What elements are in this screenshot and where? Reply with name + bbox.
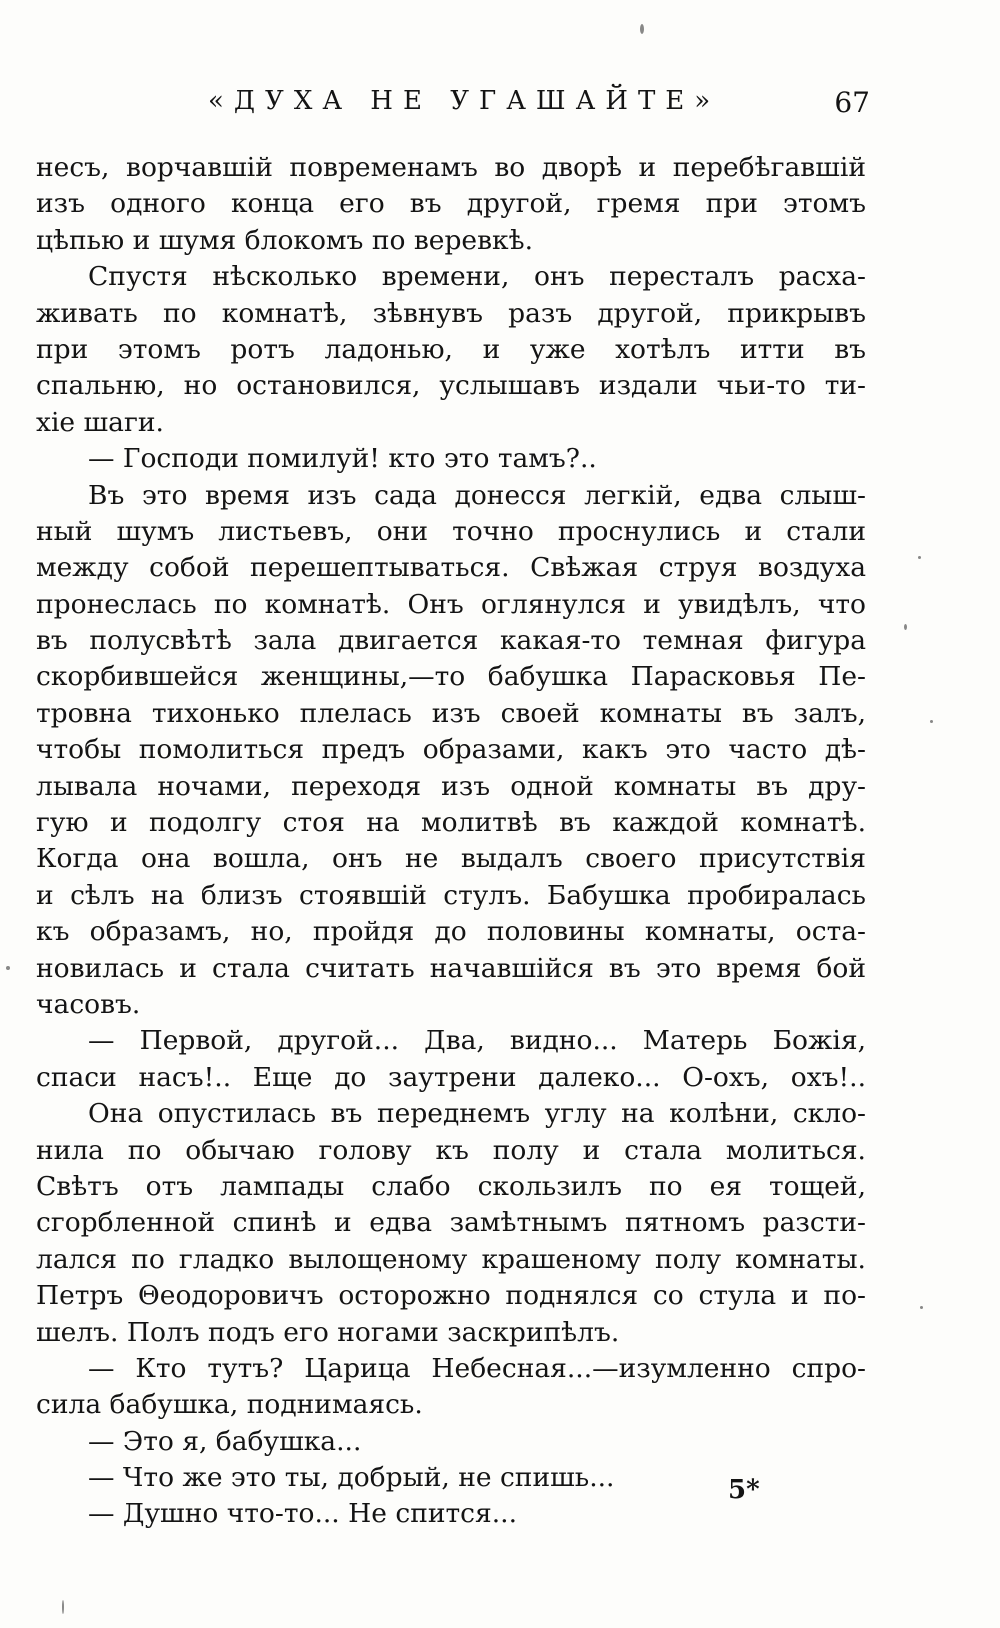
text-line: Когда она вошла, онъ не выдалъ своего присутствія: [36, 843, 866, 875]
scan-speck: [62, 1600, 64, 1614]
scan-speck: [918, 556, 921, 559]
text-line: — Что же это ты, добрый, не спишь...: [88, 1462, 615, 1494]
text-line: при этомъ ротъ ладонью, и уже хотѣлъ итти въ: [36, 333, 866, 365]
text-line: сгорбленной спинѣ и едва замѣтнымъ пятномъ разсти-: [36, 1207, 866, 1239]
scan-speck: [904, 624, 907, 630]
text-line: — Первой, другой... Два, видно... Матерь Божія,: [88, 1025, 866, 1057]
text-line: ный шумъ листьевъ, они точно проснулись и стали: [36, 515, 866, 547]
text-line: спаси насъ!.. Еще до заутрени далеко... О-охъ, охъ!..: [36, 1061, 866, 1093]
text-line: и сѣлъ на близъ стоявшій стулъ. Бабушка пробиралась: [36, 879, 866, 911]
text-line: лывала ночами, переходя изъ одной комнаты въ дру-: [36, 770, 866, 802]
scan-speck: [920, 1306, 923, 1309]
running-title: «ДУХА НЕ УГАШАЙТЕ»: [208, 86, 721, 116]
text-line: часовъ.: [36, 988, 141, 1020]
text-line: Спустя нѣсколько времени, онъ пересталъ расха-: [88, 261, 866, 293]
text-line: чтобы помолиться предъ образами, какъ это часто дѣ-: [36, 734, 866, 766]
text-line: скорбившейся женщины,—то бабушка Парасковья Пе-: [36, 661, 866, 693]
printer-signature-mark: 5*: [728, 1475, 760, 1505]
text-line: — Господи помилуй! кто это тамъ?..: [88, 443, 597, 475]
text-line: тровна тихонько плелась изъ своей комнаты въ залъ,: [36, 697, 866, 729]
text-line: пронеслась по комнатѣ. Онъ оглянулся и увидѣлъ, что: [36, 588, 866, 620]
scan-speck: [640, 24, 644, 34]
page-number: 67: [834, 86, 870, 119]
text-line: Она опустилась въ переднемъ углу на колѣни, скло-: [88, 1098, 866, 1130]
text-line: несъ, ворчавшій повременамъ во дворѣ и перебѣгавшій: [36, 152, 866, 183]
text-line: сила бабушка, поднимаясь.: [36, 1389, 423, 1421]
text-line: въ полусвѣтѣ зала двигается какая-то темная фигура: [36, 625, 866, 657]
scan-speck: [930, 720, 933, 723]
text-line: гую и подолгу стоя на молитвѣ въ каждой комнатѣ.: [36, 807, 866, 839]
text-line: живать по комнатѣ, зѣвнувъ разъ другой, прикрывъ: [36, 297, 866, 329]
text-line: къ образамъ, но, пройдя до половины комнаты, оста-: [36, 916, 866, 948]
text-line: Свѣтъ отъ лампады слабо скользилъ по ея тощей,: [36, 1170, 866, 1202]
text-line: Петръ Θеодоровичъ осторожно поднялся со стула и по-: [36, 1280, 866, 1312]
scan-speck: [6, 966, 10, 970]
body-text: [36, 150, 866, 1533]
text-line: Въ это время изъ сада донесся легкій, едва слыш-: [88, 479, 866, 511]
text-line: — Кто тутъ? Царица Небесная...—изумленно спро-: [88, 1352, 866, 1384]
text-line: цѣпью и шумя блокомъ по веревкѣ.: [36, 224, 534, 256]
text-line: — Душно что-то... Не спится...: [88, 1498, 518, 1530]
text-line: спальню, но остановился, услышавъ издали чьи-то ти-: [36, 370, 866, 402]
text-line: лался по гладко вылощеному крашеному полу комнаты.: [36, 1243, 866, 1275]
text-line: между собой перешептываться. Свѣжая струя воздуха: [36, 552, 866, 584]
text-line: шелъ. Полъ подъ его ногами заскрипѣлъ.: [36, 1316, 620, 1348]
text-line: хіе шаги.: [36, 406, 164, 438]
text-line: новилась и стала считать начавшійся въ это время бой: [36, 952, 866, 984]
text-line: — Это я, бабушка...: [88, 1425, 362, 1457]
text-line: нила по обычаю голову къ полу и стала молиться.: [36, 1134, 866, 1166]
text-line: изъ одного конца его въ другой, гремя при этомъ: [36, 188, 866, 220]
